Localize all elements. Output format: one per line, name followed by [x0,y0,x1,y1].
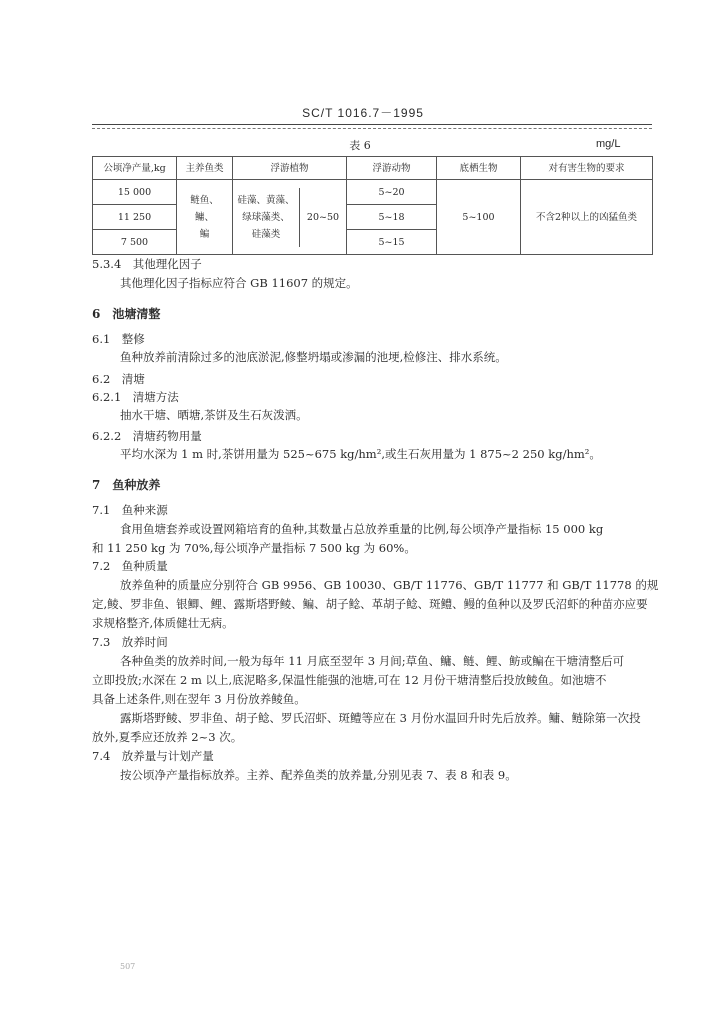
section-6-2-1-heading [92,389,179,405]
table-title: 表 6 [349,139,371,152]
section-6-heading [92,305,160,322]
section-title: 鱼种放养 [112,478,161,492]
section-title: 鱼种来源 [121,503,168,517]
section-number: 6.1 [92,332,111,346]
section-title: 整修 [121,332,145,346]
paragraph-line: 食用鱼塘套养或设置网箱培育的鱼种,其数量占总放养重量的比例,每公顷净产量指标 15 000 kg [120,522,604,536]
section-number: 6.2.1 [92,390,122,404]
section-number: 5.3.4 [92,257,122,271]
section-number: 7.3 [92,635,111,649]
table-header-row [93,157,653,180]
header-dash-rule [92,128,652,129]
phyto-line: 绿球藻类、 [242,211,290,223]
paragraph-line: 各种鱼类的放养时间,一般为每年 11 月底至翌年 3 月间;草鱼、鳙、鲢、鲤、鲂或鳊在干塘清整后可 [120,654,625,668]
section-title: 池塘清整 [112,307,161,321]
table-unit: mg/L [596,138,621,150]
section-7-1-heading [92,502,168,518]
section-5-3-4-heading [92,256,202,272]
col-phytoplankton: 浮游植物 [233,157,347,180]
fish-line: 鲢鱼、 [190,194,219,206]
col-benthos: 底栖生物 [437,157,521,180]
section-6-2-2-heading [92,428,202,444]
paragraph-line: 和 11 250 kg 为 70%,每公顷净产量指标 7 500 kg 为 60%。 [92,541,416,555]
fish-line: 鳙、 [194,211,214,223]
harmful-cell: 不含2种以上的凶猛鱼类 [521,180,653,255]
zoo-cell: 5~15 [347,230,437,255]
section-title: 清塘药物用量 [132,429,202,443]
standard-code: SC/T 1016.7－1995 [302,106,424,120]
fish-line: 鳊 [199,228,210,240]
phyto-line: 硅藻类 [251,228,281,240]
page-number: 507 [120,962,136,971]
col-fish: 主养鱼类 [177,157,233,180]
paragraph-line: 求规格整齐,体质健壮无病。 [92,616,234,630]
header-rule [92,124,652,125]
table-row [93,180,653,205]
yield-cell: 7 500 [93,230,177,255]
zoo-cell: 5~20 [347,180,437,205]
paragraph: 鱼种放养前清除过多的池底淤泥,修整坍塌或渗漏的池埂,检修注、排水系统。 [120,350,507,364]
section-title: 其他理化因子 [132,257,202,271]
paragraph-line: 露斯塔野鲮、罗非鱼、胡子鲶、罗氏沼虾、斑鳢等应在 3 月份水温回升时先后放养。鳙、鲢除第一次投 [120,711,641,725]
paragraph: 其他理化因子指标应符合 GB 11607 的规定。 [120,276,358,290]
phyto-line: 硅藻、黄藻、 [237,194,295,206]
fish-cell [177,180,233,255]
section-number: 6.2.2 [92,429,122,443]
phyto-cell [233,180,347,255]
zoo-cell: 5~18 [347,205,437,230]
water-quality-table [92,156,653,255]
section-title: 清塘 [121,372,145,386]
section-7-4-heading [92,748,214,764]
col-zooplankton: 浮游动物 [347,157,437,180]
section-6-2-heading [92,371,145,387]
paragraph-line: 放养鱼种的质量应分别符合 GB 9956、GB 10030、GB/T 11776、GB/T 11777 和 GB/T 11778 的规 [120,578,659,592]
section-number: 6 [92,307,101,321]
section-7-heading [92,476,160,493]
paragraph-line: 定,鲮、罗非鱼、银鲫、鲤、露斯塔野鲮、鳊、胡子鲶、革胡子鲶、斑鳢、鳗的鱼种以及罗氏沼虾的种苗亦应要 [92,597,648,611]
yield-cell: 11 250 [93,205,177,230]
paragraph: 平均水深为 1 m 时,茶饼用量为 525~675 kg/hm²,或生石灰用量为 1 875~2 250 kg/hm²。 [120,447,601,461]
benthos-cell: 5~100 [437,180,521,255]
section-title: 清塘方法 [132,390,179,404]
col-yield: 公顷净产量,kg [93,157,177,180]
phyto-value: 20~50 [306,211,340,223]
section-6-1-heading [92,331,145,347]
section-7-3-heading [92,634,168,650]
paragraph: 按公顷净产量指标放养。主养、配养鱼类的放养量,分别见表 7、表 8 和表 9。 [120,768,517,782]
paragraph-line: 立即投放;水深在 2 m 以上,底泥略多,保温性能强的池塘,可在 12 月份干塘清整后投放鲮鱼。如池塘不 [92,673,607,687]
paragraph: 抽水干塘、晒塘,茶饼及生石灰泼洒。 [120,408,308,422]
section-title: 鱼种质量 [121,559,168,573]
section-number: 7 [92,478,101,492]
section-title: 放养时间 [121,635,168,649]
yield-cell: 15 000 [93,180,177,205]
section-number: 7.2 [92,559,111,573]
paragraph-line: 放外,夏季应还放养 2~3 次。 [92,730,243,744]
section-title: 放养量与计划产量 [121,749,214,763]
col-harmful: 对有害生物的要求 [521,157,653,180]
paragraph-line: 具备上述条件,则在翌年 3 月份放养鲮鱼。 [92,692,306,706]
section-number: 7.1 [92,503,111,517]
section-number: 6.2 [92,372,111,386]
section-7-2-heading [92,558,168,574]
section-number: 7.4 [92,749,111,763]
